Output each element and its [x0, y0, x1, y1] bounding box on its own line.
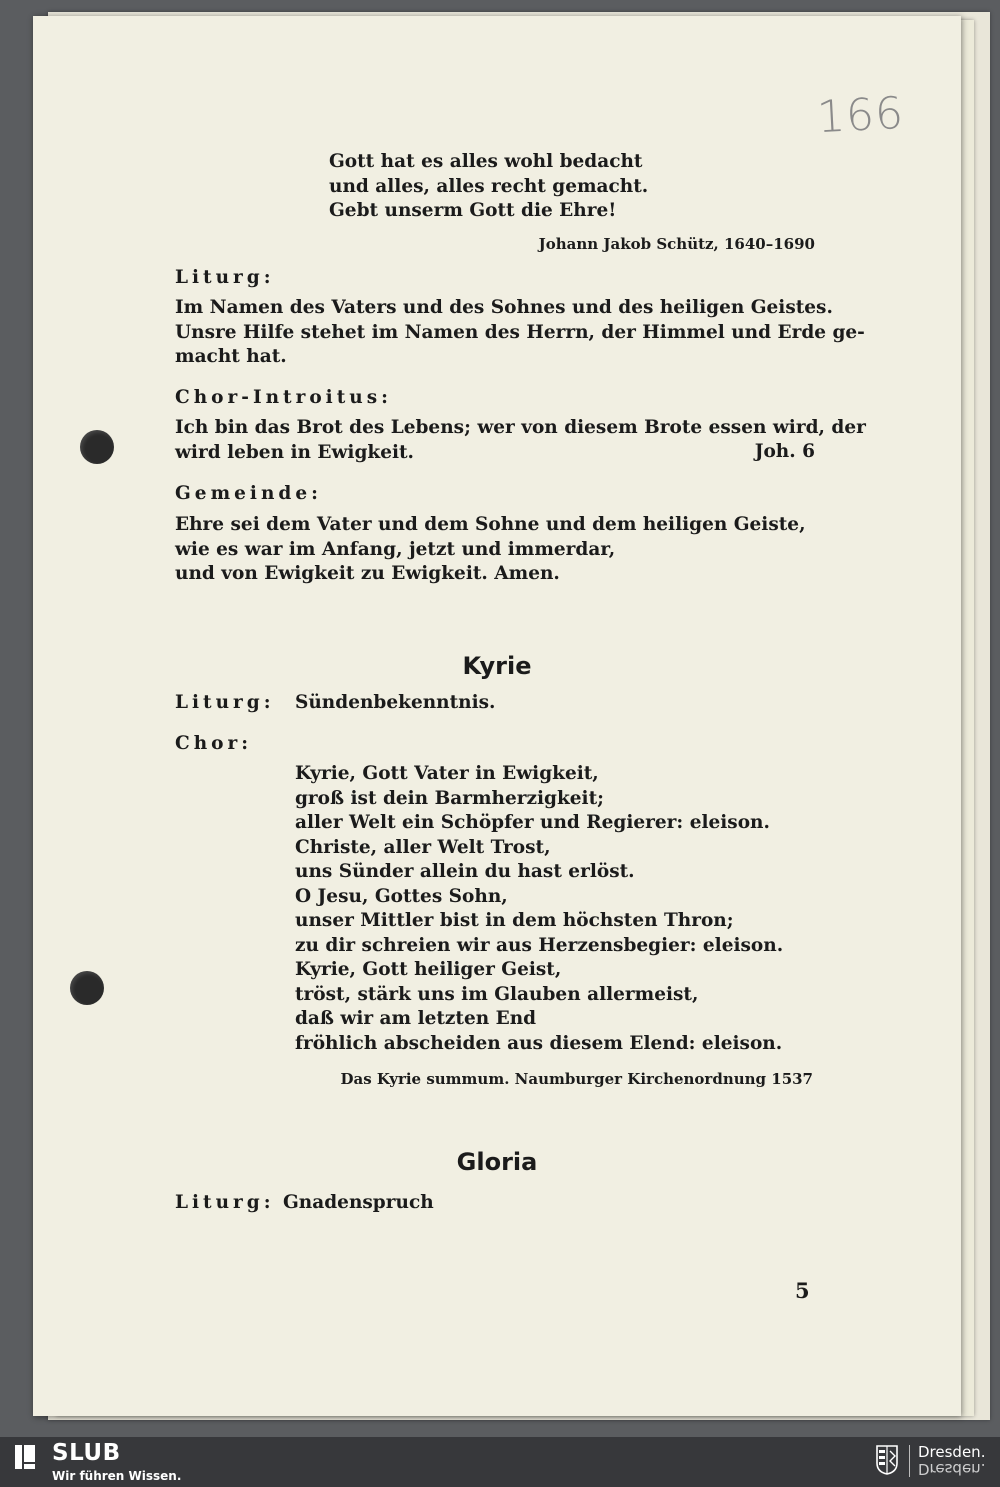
kyrie-line: uns Sünder allein du hast erlöst.	[295, 861, 635, 882]
kyrie-line: Christe, aller Welt Trost,	[295, 836, 551, 858]
punch-hole	[80, 430, 114, 464]
hymn-verse-line: Gebt unserm Gott die Ehre!	[329, 200, 617, 221]
introitus-line: wird leben in Ewigkeit.	[175, 441, 414, 463]
city-name[interactable]: Dresden.	[918, 1443, 986, 1461]
punch-hole	[70, 971, 104, 1005]
liturg-text	[175, 296, 865, 370]
hymn-verse	[329, 150, 648, 224]
gemeinde-text	[175, 513, 806, 587]
liturg-line: Im Namen des Vaters und des Sohnes und des heiligen Geistes.	[175, 297, 833, 318]
kyrie-line: Kyrie, Gott Vater in Ewigkeit,	[295, 763, 599, 784]
kyrie-chor-label: Chor:	[175, 733, 253, 754]
city-crest-icon	[876, 1445, 898, 1475]
kyrie-liturg-text: Sündenbekenntnis.	[295, 692, 496, 713]
kyrie-line: zu dir schreien wir aus Herzensbegier: eleison.	[295, 934, 784, 956]
kyrie-line: unser Mittler bist in dem höchsten Thron;	[295, 910, 734, 931]
folio-number: 166	[815, 87, 906, 144]
kyrie-text	[295, 762, 783, 1056]
gloria-heading: Gloria	[456, 1148, 538, 1176]
kyrie-heading: Kyrie	[462, 652, 532, 680]
kyrie-line: aller Welt ein Schöpfer und Regierer: eleison.	[295, 812, 770, 833]
gemeinde-line: wie es war im Anfang, jetzt und immerdar,	[175, 538, 616, 560]
footer-divider	[909, 1445, 910, 1477]
hymn-verse-line: Gott hat es alles wohl bedacht	[329, 151, 643, 172]
introitus-line: Ich bin das Brot des Lebens; wer von diesem Brote essen wird, der	[175, 417, 866, 438]
gloria-liturg-text: Gnadenspruch	[283, 1192, 434, 1213]
introitus-reference: Joh. 6	[754, 441, 815, 462]
liturg-label: Liturg:	[175, 267, 275, 288]
viewer-footer	[0, 1437, 1000, 1487]
introitus-label: Chor-Introitus:	[175, 387, 392, 408]
kyrie-line: tröst, stärk uns im Glauben allermeist,	[295, 983, 699, 1005]
page-number: 5	[795, 1278, 810, 1303]
kyrie-line: daß wir am letzten End	[295, 1008, 537, 1029]
gemeinde-line: und von Ewigkeit zu Ewigkeit. Amen.	[175, 563, 560, 584]
hymn-attribution: Johann Jakob Schütz, 1640–1690	[538, 235, 815, 253]
gloria-liturg-label: Liturg:	[175, 1192, 275, 1213]
kyrie-line: groß ist dein Barmherzigkeit;	[295, 787, 604, 809]
kyrie-attribution: Das Kyrie summum. Naumburger Kirchenordnung 1537	[340, 1070, 813, 1088]
kyrie-line: fröhlich abscheiden aus diesem Elend: eleison.	[295, 1032, 783, 1054]
hymn-verse-line: und alles, alles recht gemacht.	[329, 175, 649, 197]
document-page	[33, 16, 961, 1416]
gemeinde-line: Ehre sei dem Vater und dem Sohne und dem heiligen Geiste,	[175, 514, 806, 535]
book-icon	[12, 1443, 38, 1471]
kyrie-line: O Jesu, Gottes Sohn,	[295, 885, 508, 907]
liturg-line: Unsre Hilfe stehet im Namen des Herrn, der Himmel und Erde ge-	[175, 321, 865, 343]
gemeinde-label: Gemeinde:	[175, 483, 322, 504]
city-name-mirror: Dresden.	[918, 1460, 986, 1478]
library-name[interactable]: SLUB	[52, 1440, 121, 1466]
liturg-line: macht hat.	[175, 346, 287, 367]
library-tagline: Wir führen Wissen.	[52, 1469, 182, 1483]
kyrie-line: Kyrie, Gott heiliger Geist,	[295, 959, 562, 980]
kyrie-liturg-label: Liturg:	[175, 692, 275, 713]
